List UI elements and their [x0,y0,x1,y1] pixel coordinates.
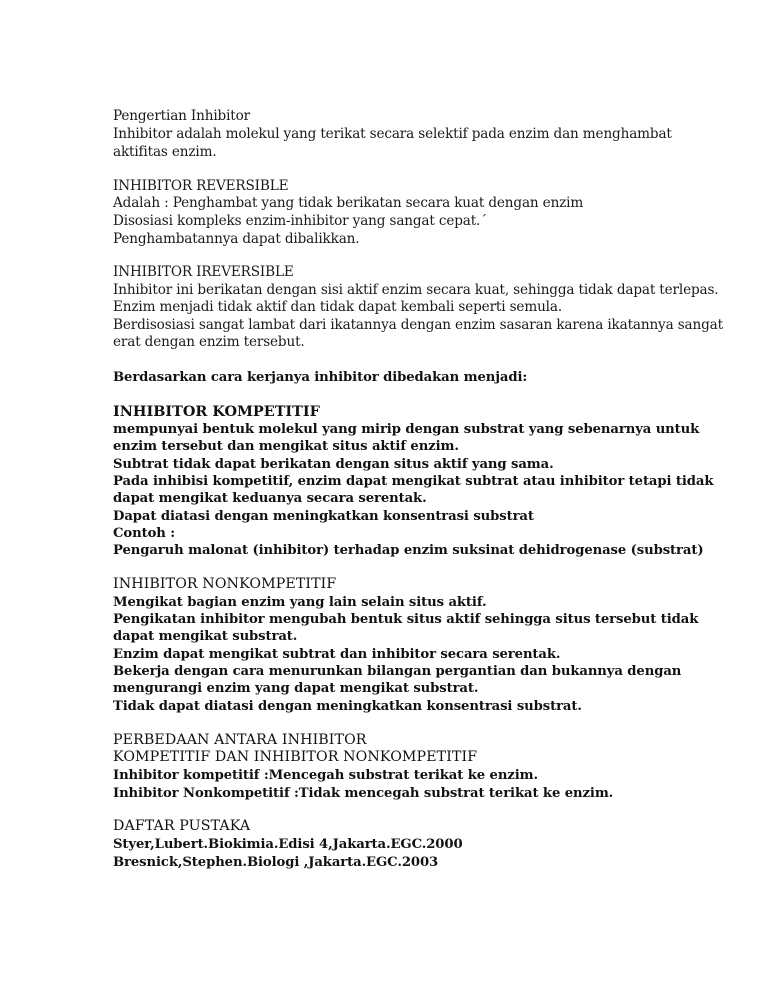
section-heading-ireversible: INHIBITOR IREVERSIBLE [113,264,294,280]
text-line: Tidak dapat diatasi dengan meningkatkan konsentrasi substrat. [113,699,582,714]
section-heading-daftar-pustaka: DAFTAR PUSTAKA [113,818,251,834]
text-line: mengurangi enzim yang dapat mengikat substrat. [113,681,479,696]
text-line: dapat mengikat substrat. [113,629,298,644]
text-line: aktifitas enzim. [113,144,217,160]
text-line: Contoh : [113,526,176,541]
text-line: erat dengan enzim tersebut. [113,334,305,350]
text-line: enzim tersebut dan mengikat situs aktif enzim. [113,439,459,454]
text-line: Penghambatannya dapat dibalikkan. [113,231,360,247]
section-heading-kompetitif: INHIBITOR KOMPETITIF [113,403,320,420]
text-line: Inhibitor adalah molekul yang terikat secara selektif pada enzim dan menghambat [113,126,672,142]
intro-statement: Berdasarkan cara kerjanya inhibitor dibedakan menjadi: [113,370,528,385]
section-subheading-perbedaan: KOMPETITIF DAN INHIBITOR NONKOMPETITIF [113,749,478,765]
text-line: Inhibitor Nonkompetitif :Tidak mencegah substrat terikat ke enzim. [113,786,614,801]
text-line: Enzim dapat mengikat subtrat dan inhibitor secara serentak. [113,647,561,662]
text-line: Subtrat tidak dapat berikatan dengan situs aktif yang sama. [113,457,554,472]
text-line: Enzim menjadi tidak aktif dan tidak dapat kembali seperti semula. [113,299,562,315]
section-heading-reversible: INHIBITOR REVERSIBLE [113,178,289,194]
text-line: Mengikat bagian enzim yang lain selain situs aktif. [113,595,487,610]
text-line: Pengikatan inhibitor mengubah bentuk situs aktif sehingga situs tersebut tidak [113,612,699,627]
reference-item: Styer,Lubert.Biokimia.Edisi 4,Jakarta.EGC.2000 [113,837,463,852]
text-line: Inhibitor ini berikatan dengan sisi aktif enzim secara kuat, sehingga tidak dapat terlepas. [113,282,719,298]
text-line: Pada inhibisi kompetitif, enzim dapat mengikat subtrat atau inhibitor tetapi tidak [113,474,714,489]
section-heading-perbedaan: PERBEDAAN ANTARA INHIBITOR [113,732,367,748]
text-line: dapat mengikat keduanya secara serentak. [113,491,427,506]
section-heading-pengertian: Pengertian Inhibitor [113,108,250,124]
text-line: Pengaruh malonat (inhibitor) terhadap enzim suksinat dehidrogenase (substrat) [113,543,704,558]
text-line: Adalah : Penghambat yang tidak berikatan secara kuat dengan enzim [113,195,584,211]
text-line: Dapat diatasi dengan meningkatkan konsentrasi substrat [113,509,534,524]
section-heading-nonkompetitif: INHIBITOR NONKOMPETITIF [113,576,337,592]
text-line: Bekerja dengan cara menurunkan bilangan pergantian dan bukannya dengan [113,664,682,679]
text-line: Berdisosiasi sangat lambat dari ikatannya dengan enzim sasaran karena ikatannya sangat [113,317,723,333]
reference-item: Bresnick,Stephen.Biologi ,Jakarta.EGC.2003 [113,855,439,870]
text-line: Disosiasi kompleks enzim-inhibitor yang sangat cepat.´ [113,213,487,229]
text-line: mempunyai bentuk molekul yang mirip dengan substrat yang sebenarnya untuk [113,422,700,437]
text-line: Inhibitor kompetitif :Mencegah substrat terikat ke enzim. [113,768,538,783]
